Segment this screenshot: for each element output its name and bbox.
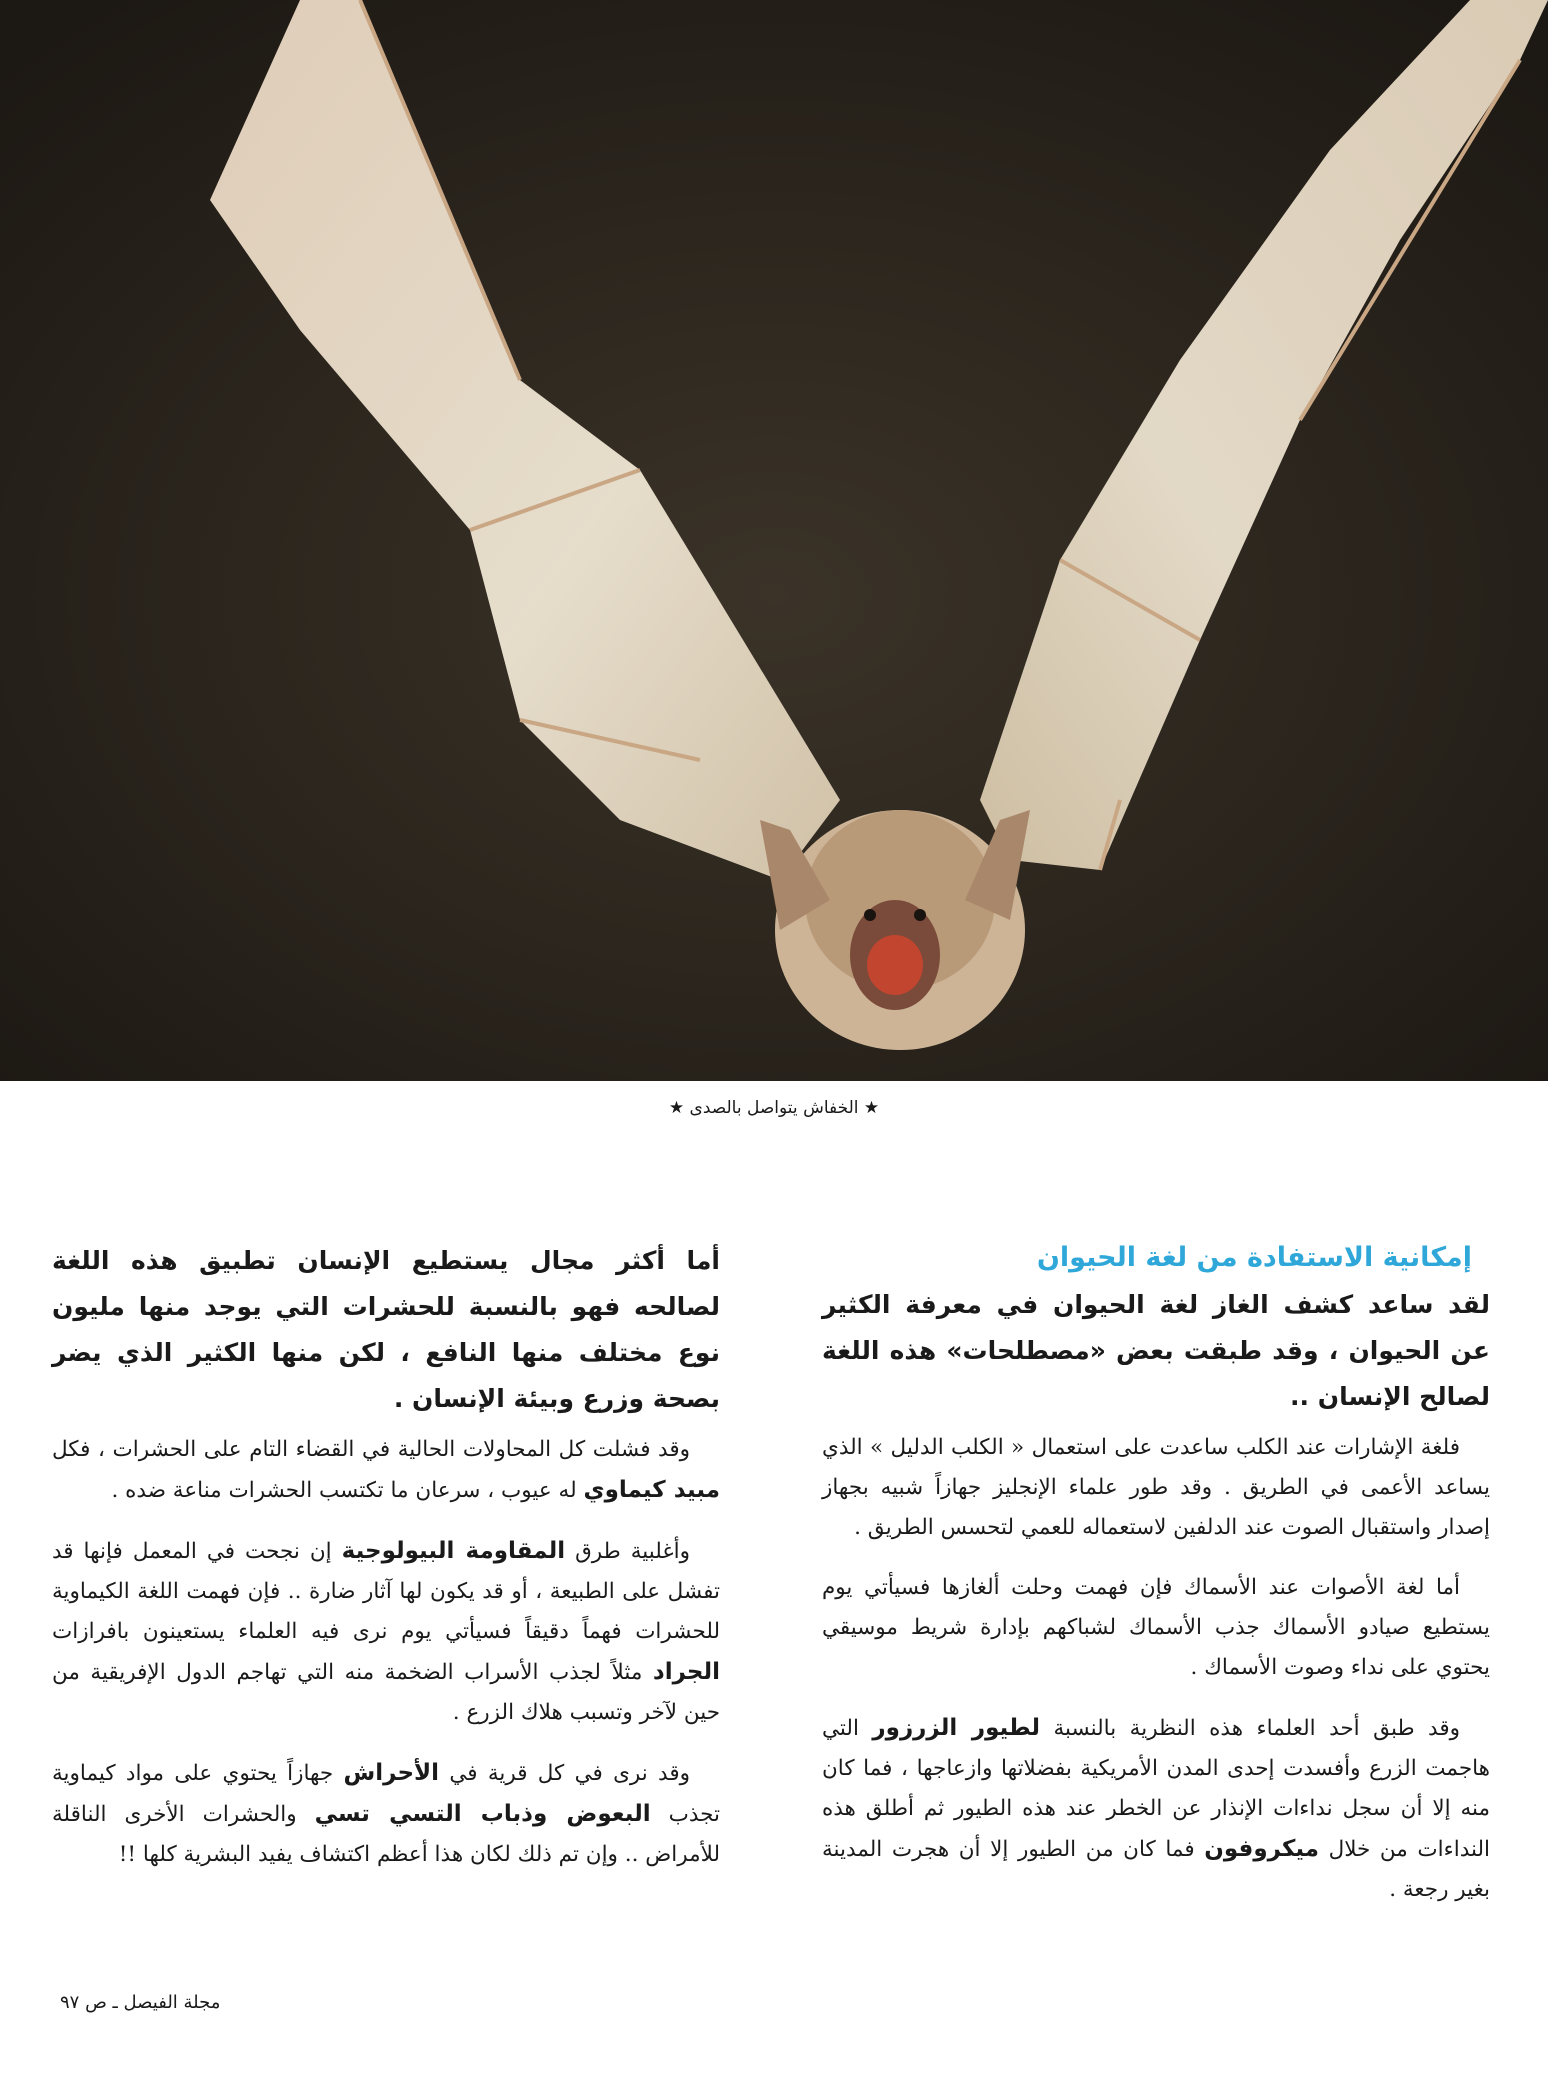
highlight-biological: المقاومة البيولوجية bbox=[341, 1538, 566, 1564]
text: وقد فشلت كل المحاولات الحالية في القضاء التام على الحشرات ، فكل bbox=[52, 1437, 690, 1462]
text: وقد طبق أحد العلماء هذه النظرية بالنسبة bbox=[1053, 1716, 1461, 1741]
text: له عيوب ، سرعان ما تكتسب الحشرات مناعة ضده . bbox=[111, 1478, 577, 1503]
section-heading: إمكانية الاستفادة من لغة الحيوان bbox=[1036, 1242, 1472, 1273]
page-footer: مجلة الفيصل ـ ص ٩٧ bbox=[60, 1992, 221, 2013]
paragraph-starlings bbox=[822, 1708, 1490, 1910]
highlight-bush: الأحراش bbox=[343, 1760, 440, 1786]
highlight-starlings: لطيور الزرزور bbox=[872, 1715, 1040, 1741]
highlight-locust: الجراد bbox=[652, 1659, 720, 1685]
paragraph-villages bbox=[52, 1753, 720, 1875]
paragraph-biological bbox=[52, 1531, 720, 1733]
highlight-microphone: ميكروفون bbox=[1204, 1836, 1319, 1862]
text: مثلاً لجذب الأسراب الضخمة منه التي تهاجم الدول الإفريقية من حين لآخر وتسبب هلاك الزرع . bbox=[52, 1660, 720, 1725]
text: وأغلبية طرق bbox=[575, 1539, 690, 1564]
paragraph-pesticides bbox=[52, 1430, 720, 1511]
photo-caption: ★ الخفاش يتواصل بالصدى ★ bbox=[668, 1098, 880, 1118]
highlight-mosquito: البعوض وذباب التسي تسي bbox=[314, 1801, 651, 1827]
paragraph-dogs-dolphins: فلغة الإشارات عند الكلب ساعدت على استعمال « الكلب الدليل » الذي يساعد الأعمى في الطريق . وقد طور علماء الإنجليز جهازاً شبيه بجهاز إصدار واستقبال الصوت عند الدلفين لاستعماله للعمي لتحسس الطريق . bbox=[822, 1435, 1490, 1540]
text: فما كان من الطيور إلا أن هجرت المدينة بغير رجعة . bbox=[822, 1837, 1490, 1902]
text: والحشرات الأخرى الناقلة للأمراض .. وإن تم ذلك لكان هذا أعظم اكتشاف يفيد البشرية كلها !! bbox=[52, 1802, 720, 1867]
paragraph-fish: أما لغة الأصوات عند الأسماك فإن فهمت وحلت ألغازها فسيأتي يوم يستطيع صيادو الأسماك جذب الأسماك لشباكهم بإدارة شريط موسيقي يحتوي على نداء وصوت الأسماك . bbox=[822, 1575, 1490, 1680]
lead-paragraph-insects: أما أكثر مجال يستطيع الإنسان تطبيق هذه اللغة لصالحه فهو بالنسبة للحشرات التي يوجد منها مليون نوع مختلف منها النافع ، لكن منها الكثير الذي يضر بصحة وزرع وبيئة الإنسان . bbox=[52, 1246, 720, 1413]
text: جهازاً يحتوي على مواد كيماوية تجذب bbox=[52, 1761, 720, 1827]
article-left-column bbox=[52, 1238, 720, 1895]
text: إن نجحت في المعمل فإنها قد تفشل على الطبيعة ، أو قد يكون لها آثار ضارة .. فإن فهمت اللغة الكيماوية للحشرات فهماً دقيقاً فسيأتي يوم نرى فيه العلماء يستعينون بافرازات bbox=[52, 1539, 720, 1644]
text: التي هاجمت الزرع وأفسدت إحدى المدن الأمريكية بفضلاتها وازعاجها ، فما كان منه إلا أن سجل نداءات الإنذار عن الخطر عند هذه الطيور ثم أطلق هذه النداءات من خلال bbox=[822, 1716, 1490, 1862]
text: وقد نرى في كل قرية في bbox=[449, 1761, 690, 1786]
lead-paragraph: لقد ساعد كشف الغاز لغة الحيوان في معرفة الكثير عن الحيوان ، وقد طبقت بعض «مصطلحات» هذه اللغة لصالح الإنسان .. bbox=[822, 1290, 1490, 1411]
article-right-column bbox=[822, 1238, 1490, 1930]
highlight-pesticide: مبيد كيماوي bbox=[583, 1477, 720, 1503]
